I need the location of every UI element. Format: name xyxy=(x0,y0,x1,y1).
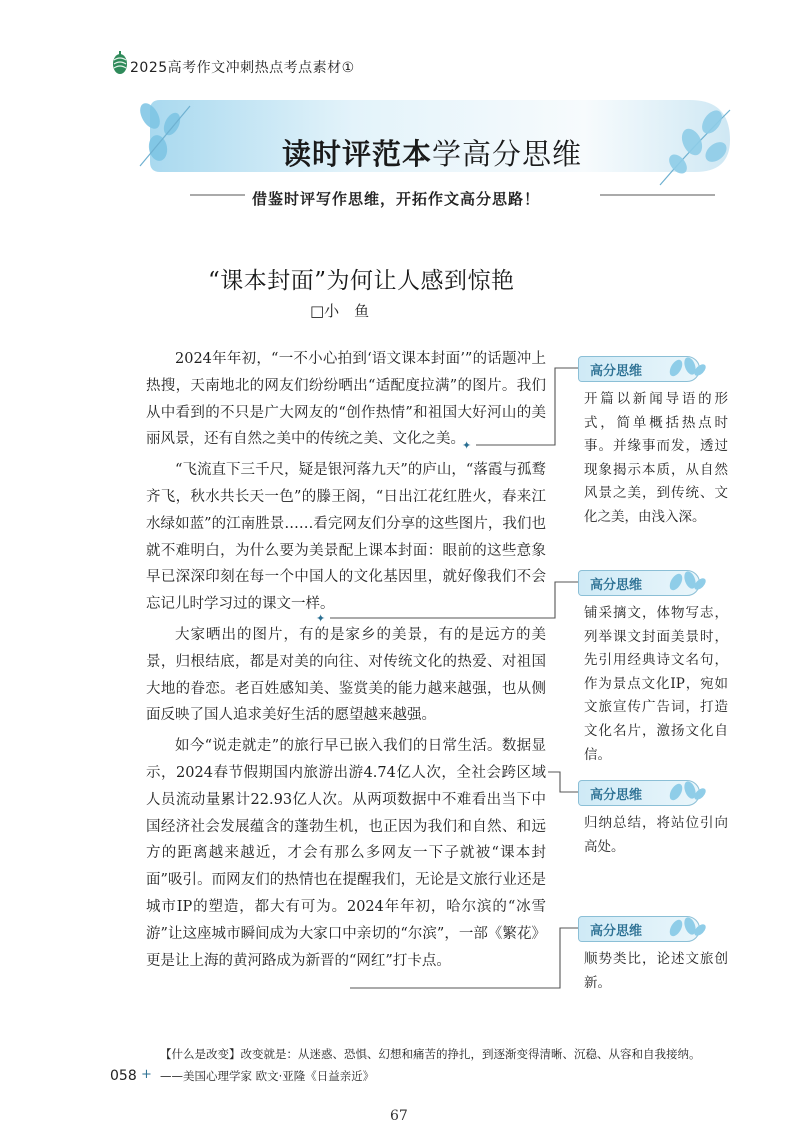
side-note-text: 顺势类比，论述文旅创新。 xyxy=(584,951,728,991)
side-note-header xyxy=(578,914,708,942)
leaf-icon xyxy=(662,354,708,382)
side-note-1 xyxy=(578,354,728,530)
svg-text:✦: ✦ xyxy=(316,612,326,625)
article-body xyxy=(146,346,546,978)
running-header: 2025高考作文冲刺热点考点素材① xyxy=(130,60,355,76)
leaf-decoration-left xyxy=(130,96,200,176)
leaf-icon xyxy=(662,914,708,942)
side-note-header xyxy=(578,568,708,596)
footer-page-code: 058 xyxy=(110,1068,137,1084)
side-note-text: 铺采摛文，体物写志，列举课文封面美景时，先引用经典诗文名句，作为景点文化IP，宛如文旅宣传广告词，打造文化名片，激扬文化自信。 xyxy=(584,605,728,763)
svg-text:✦: ✦ xyxy=(462,439,472,452)
side-note-text: 归纳总结，将站位引向高处。 xyxy=(584,815,728,855)
side-note-label: 高分思维 xyxy=(590,578,643,593)
paragraph-2: “飞流直下三千尺，疑是银河落九天”的庐山，“落霞与孤鹜齐飞，秋水共长天一色”的滕王阁，“日出江花红胜火，春来江水绿如蓝”的江南胜景……看完网友们分享的这些图片，我们也就不难明白，为什么要为美景配上课本封面：眼前的这些意象早已深深印刻在每一个中国人的文化基因里，就好像我们不会忘记儿时学习过的课文一样。 xyxy=(146,462,546,613)
paragraph-3: 大家晒出的图片，有的是家乡的美景，有的是远方的美景，归根结底，都是对美的向往、对传统文化的热爱、对祖国大地的眷恋。老百姓感知美、鉴赏美的能力越来越强，也从侧面反映了国人追求美好生活的愿望越来越强。 xyxy=(146,626,546,724)
footer-quote: 【什么是改变】改变就是：从迷惑、恐惧、幻想和痛苦的挣扎，到逐渐变得清晰、沉稳、从容和自我接纳。——美国心理学家 欧文·亚隆《日益亲近》 xyxy=(160,1047,701,1083)
article-title: “课本封面”为何让人感到惊艳 xyxy=(208,268,515,294)
article-author: □小 鱼 xyxy=(310,302,370,320)
side-note-label: 高分思维 xyxy=(590,924,643,939)
paragraph-4: 如今“说走就走”的旅行早已嵌入我们的日常生活。数据显示，2024春节假期国内旅游出游4.74亿人次，全社会跨区域人员流动量累计22.93亿人次。从两项数据中不难看出当下中国经济社会发展蕴含的蓬勃生机，也正因为我们和自然、和远方的距离越来越近，才会有那么多网友一下子就被“课本封面”吸引。而网友们的热情也在提醒我们，无论是文旅行业还是城市IP的塑造，都大有可为。2024年年初，哈尔滨的“冰雪游”让这座城市瞬间成为大家口中亲切的“尔滨”，一部《繁花》更是让上海的黄河路成为新晋的“网红”打卡点。 xyxy=(146,738,546,969)
leaf-icon xyxy=(662,778,708,806)
leaf-icon xyxy=(662,568,708,596)
side-note-label: 高分思维 xyxy=(590,788,643,803)
pinecone-icon xyxy=(110,50,130,76)
side-note-text: 开篇以新闻导语的形式，简单概括热点时事。并缘事而发，透过现象揭示本质，从自然风景之美，到传统、文化之美，由浅入深。 xyxy=(584,391,728,525)
banner-title-bold: 读时评范本 xyxy=(282,137,433,171)
side-note-header xyxy=(578,778,708,806)
paragraph-1: 2024年年初，“一不小心拍到‘语文课本封面’”的话题冲上热搜，天南地北的网友们纷纷晒出“适配度拉满”的图片。我们从中看到的不只是广大网友的“创作热情”和祖国大好河山的美丽风景，还有自然之美中的传统之美、文化之美。 xyxy=(146,351,546,448)
side-note-3 xyxy=(578,778,728,859)
side-note-header xyxy=(578,354,708,382)
plus-icon: + xyxy=(141,1067,152,1082)
banner-title xyxy=(282,132,582,173)
banner-title-light: 学高分思维 xyxy=(432,137,583,171)
side-note-4 xyxy=(578,914,728,995)
page-number: 67 xyxy=(390,1108,408,1124)
side-note-2 xyxy=(578,568,728,767)
side-note-label: 高分思维 xyxy=(590,364,643,379)
banner-subtitle: 借鉴时评写作思维，开拓作文高分思路！ xyxy=(252,190,541,208)
